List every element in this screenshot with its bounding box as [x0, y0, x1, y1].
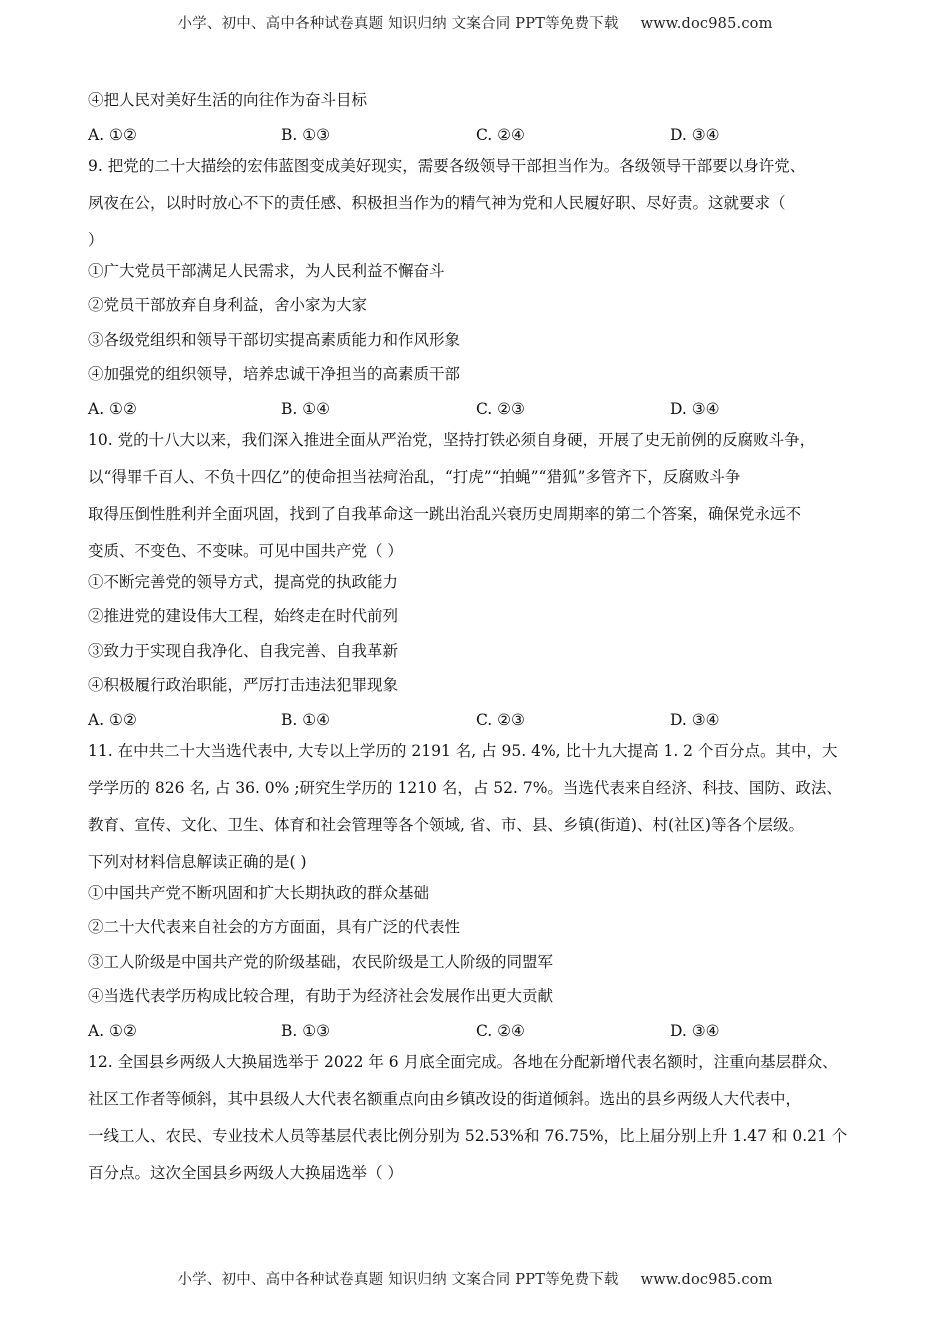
- q9-item-4: ④加强党的组织领导，培养忠诚干净担当的高素质干部: [88, 365, 461, 383]
- q10-item-4: ④积极履行政治职能，严厉打击违法犯罪现象: [88, 676, 399, 694]
- q10-stem-line: 变质、不变色、不变味。可见中国共产党（ ）: [88, 541, 403, 560]
- header-url-link[interactable]: www.doc985.com: [640, 16, 773, 32]
- q9-stem-line: ）: [88, 230, 104, 249]
- q10-option-b[interactable]: B. ①④: [281, 710, 331, 729]
- q9-item-3: ③各级党组织和领导干部切实提高素质能力和作风形象: [88, 330, 461, 349]
- q11-option-a[interactable]: A. ①②: [88, 1021, 137, 1040]
- q10-stem-line: 取得压倒性胜利并全面巩固，找到了自我革命这一跳出治乱兴衰历史周期率的第二个答案，确保党永远不: [88, 504, 802, 523]
- q8-option-d[interactable]: D. ③④: [670, 125, 720, 144]
- q9-options: [88, 397, 878, 421]
- q8-options: [88, 123, 878, 147]
- page-footer: [0, 1268, 950, 1289]
- q12-stem-line: 百分点。这次全国县乡两级人大换届选举（ ）: [88, 1163, 403, 1182]
- q10-stem: [88, 422, 878, 570]
- q10-option-a[interactable]: A. ①②: [88, 710, 137, 729]
- q12-stem-line: 一线工人、农民、专业技术人员等基层代表比例分别为 52.53%和 76.75%，比上届分别上升 1.47 和 0.21 个: [88, 1126, 848, 1145]
- q10-options: [88, 708, 878, 732]
- q11-item-3: ③工人阶级是中国共产党的阶级基础，农民阶级是工人阶级的同盟军: [88, 952, 554, 971]
- q11-item-1: ①中国共产党不断巩固和扩大长期执政的群众基础: [88, 883, 430, 902]
- q12-stem-line: 12. 全国县乡两级人大换届选举于 2022 年 6 月底全面完成。各地在分配新增代表名额时，注重向基层群众、: [88, 1052, 838, 1071]
- header-text: 小学、初中、高中各种试卷真题 知识归纳 文案合同 PPT等免费下载: [177, 16, 619, 32]
- q9-item-1: ①广大党员干部满足人民需求，为人民利益不懈奋斗: [88, 261, 445, 280]
- q8-option-b[interactable]: B. ①③: [281, 125, 331, 144]
- q8-option-a[interactable]: A. ①②: [88, 125, 137, 144]
- q10-item-2: ②推进党的建设伟大工程，始终走在时代前列: [88, 607, 399, 625]
- q12-stem-line: 社区工作者等倾斜，其中县级人大代表名额重点向由乡镇改设的街道倾斜。选出的县乡两级人大代表中，: [88, 1089, 802, 1108]
- q10-stem-line: 以“得罪千百人、不负十四亿”的使命担当祛疴治乱，“打虎”“拍蝇”“猎狐”多管齐下，反腐败斗争: [88, 467, 741, 486]
- q11-option-c[interactable]: C. ②④: [476, 1021, 525, 1040]
- q8-option-c[interactable]: C. ②④: [476, 125, 525, 144]
- q11-stem-line: 11. 在中共二十大当选代表中, 大专以上学历的 2191 名, 占 95. 4%, 比十九大提高 1. 2 个百分点。其中，大: [88, 741, 838, 760]
- q9-stem: [88, 148, 878, 259]
- q11-stem: [88, 733, 878, 881]
- q10-stem-line: 10. 党的十八大以来，我们深入推进全面从严治党，坚持打铁必须自身硬，开展了史无前例的反腐败斗争，: [88, 430, 816, 449]
- page-header: [0, 12, 950, 33]
- q10-option-c[interactable]: C. ②③: [476, 710, 525, 729]
- q11-item-4: ④当选代表学历构成比较合理，有助于为经济社会发展作出更大贡献: [88, 987, 554, 1005]
- q11-option-d[interactable]: D. ③④: [670, 1021, 720, 1040]
- q9-item-2: ②党员干部放弃自身利益，舍小家为大家: [88, 296, 368, 314]
- q10-item-1: ①不断完善党的领导方式，提高党的执政能力: [88, 572, 399, 591]
- q9-option-d[interactable]: D. ③④: [670, 399, 720, 418]
- q11-stem-line: 学学历的 826 名, 占 36. 0% ;研究生学历的 1210 名，占 52. 7%。当选代表来自经济、科技、国防、政法、: [88, 778, 842, 797]
- q9-stem-line: 夙夜在公，以时时放心不下的责任感、积极担当作为的精气神为党和人民履好职、尽好责。这就要求（: [88, 193, 786, 212]
- q9-option-b[interactable]: B. ①④: [281, 399, 331, 418]
- q8-item-4: ④把人民对美好生活的向往作为奋斗目标: [88, 91, 368, 109]
- q10-option-d[interactable]: D. ③④: [670, 710, 720, 729]
- q9-option-a[interactable]: A. ①②: [88, 399, 137, 418]
- q11-options: [88, 1019, 878, 1043]
- footer-url-link[interactable]: www.doc985.com: [640, 1272, 773, 1288]
- q11-stem-line: 教育、宣传、文化、卫生、体育和社会管理等各个领域, 省、市、县、乡镇(街道)、村(社区)等各个层级。: [88, 815, 805, 834]
- q11-stem-line: 下列对材料信息解读正确的是( ): [88, 852, 307, 871]
- q11-item-2: ②二十大代表来自社会的方方面面，具有广泛的代表性: [88, 918, 461, 936]
- q11-option-b[interactable]: B. ①③: [281, 1021, 331, 1040]
- document-body: [88, 88, 878, 1192]
- footer-text: 小学、初中、高中各种试卷真题 知识归纳 文案合同 PPT等免费下载: [177, 1272, 619, 1288]
- q10-item-3: ③致力于实现自我净化、自我完善、自我革新: [88, 641, 399, 660]
- q12-stem: [88, 1044, 878, 1192]
- q9-stem-line: 9. 把党的二十大描绘的宏伟蓝图变成美好现实，需要各级领导干部担当作为。各级领导干部要以身许党、: [88, 156, 806, 175]
- q9-option-c[interactable]: C. ②③: [476, 399, 525, 418]
